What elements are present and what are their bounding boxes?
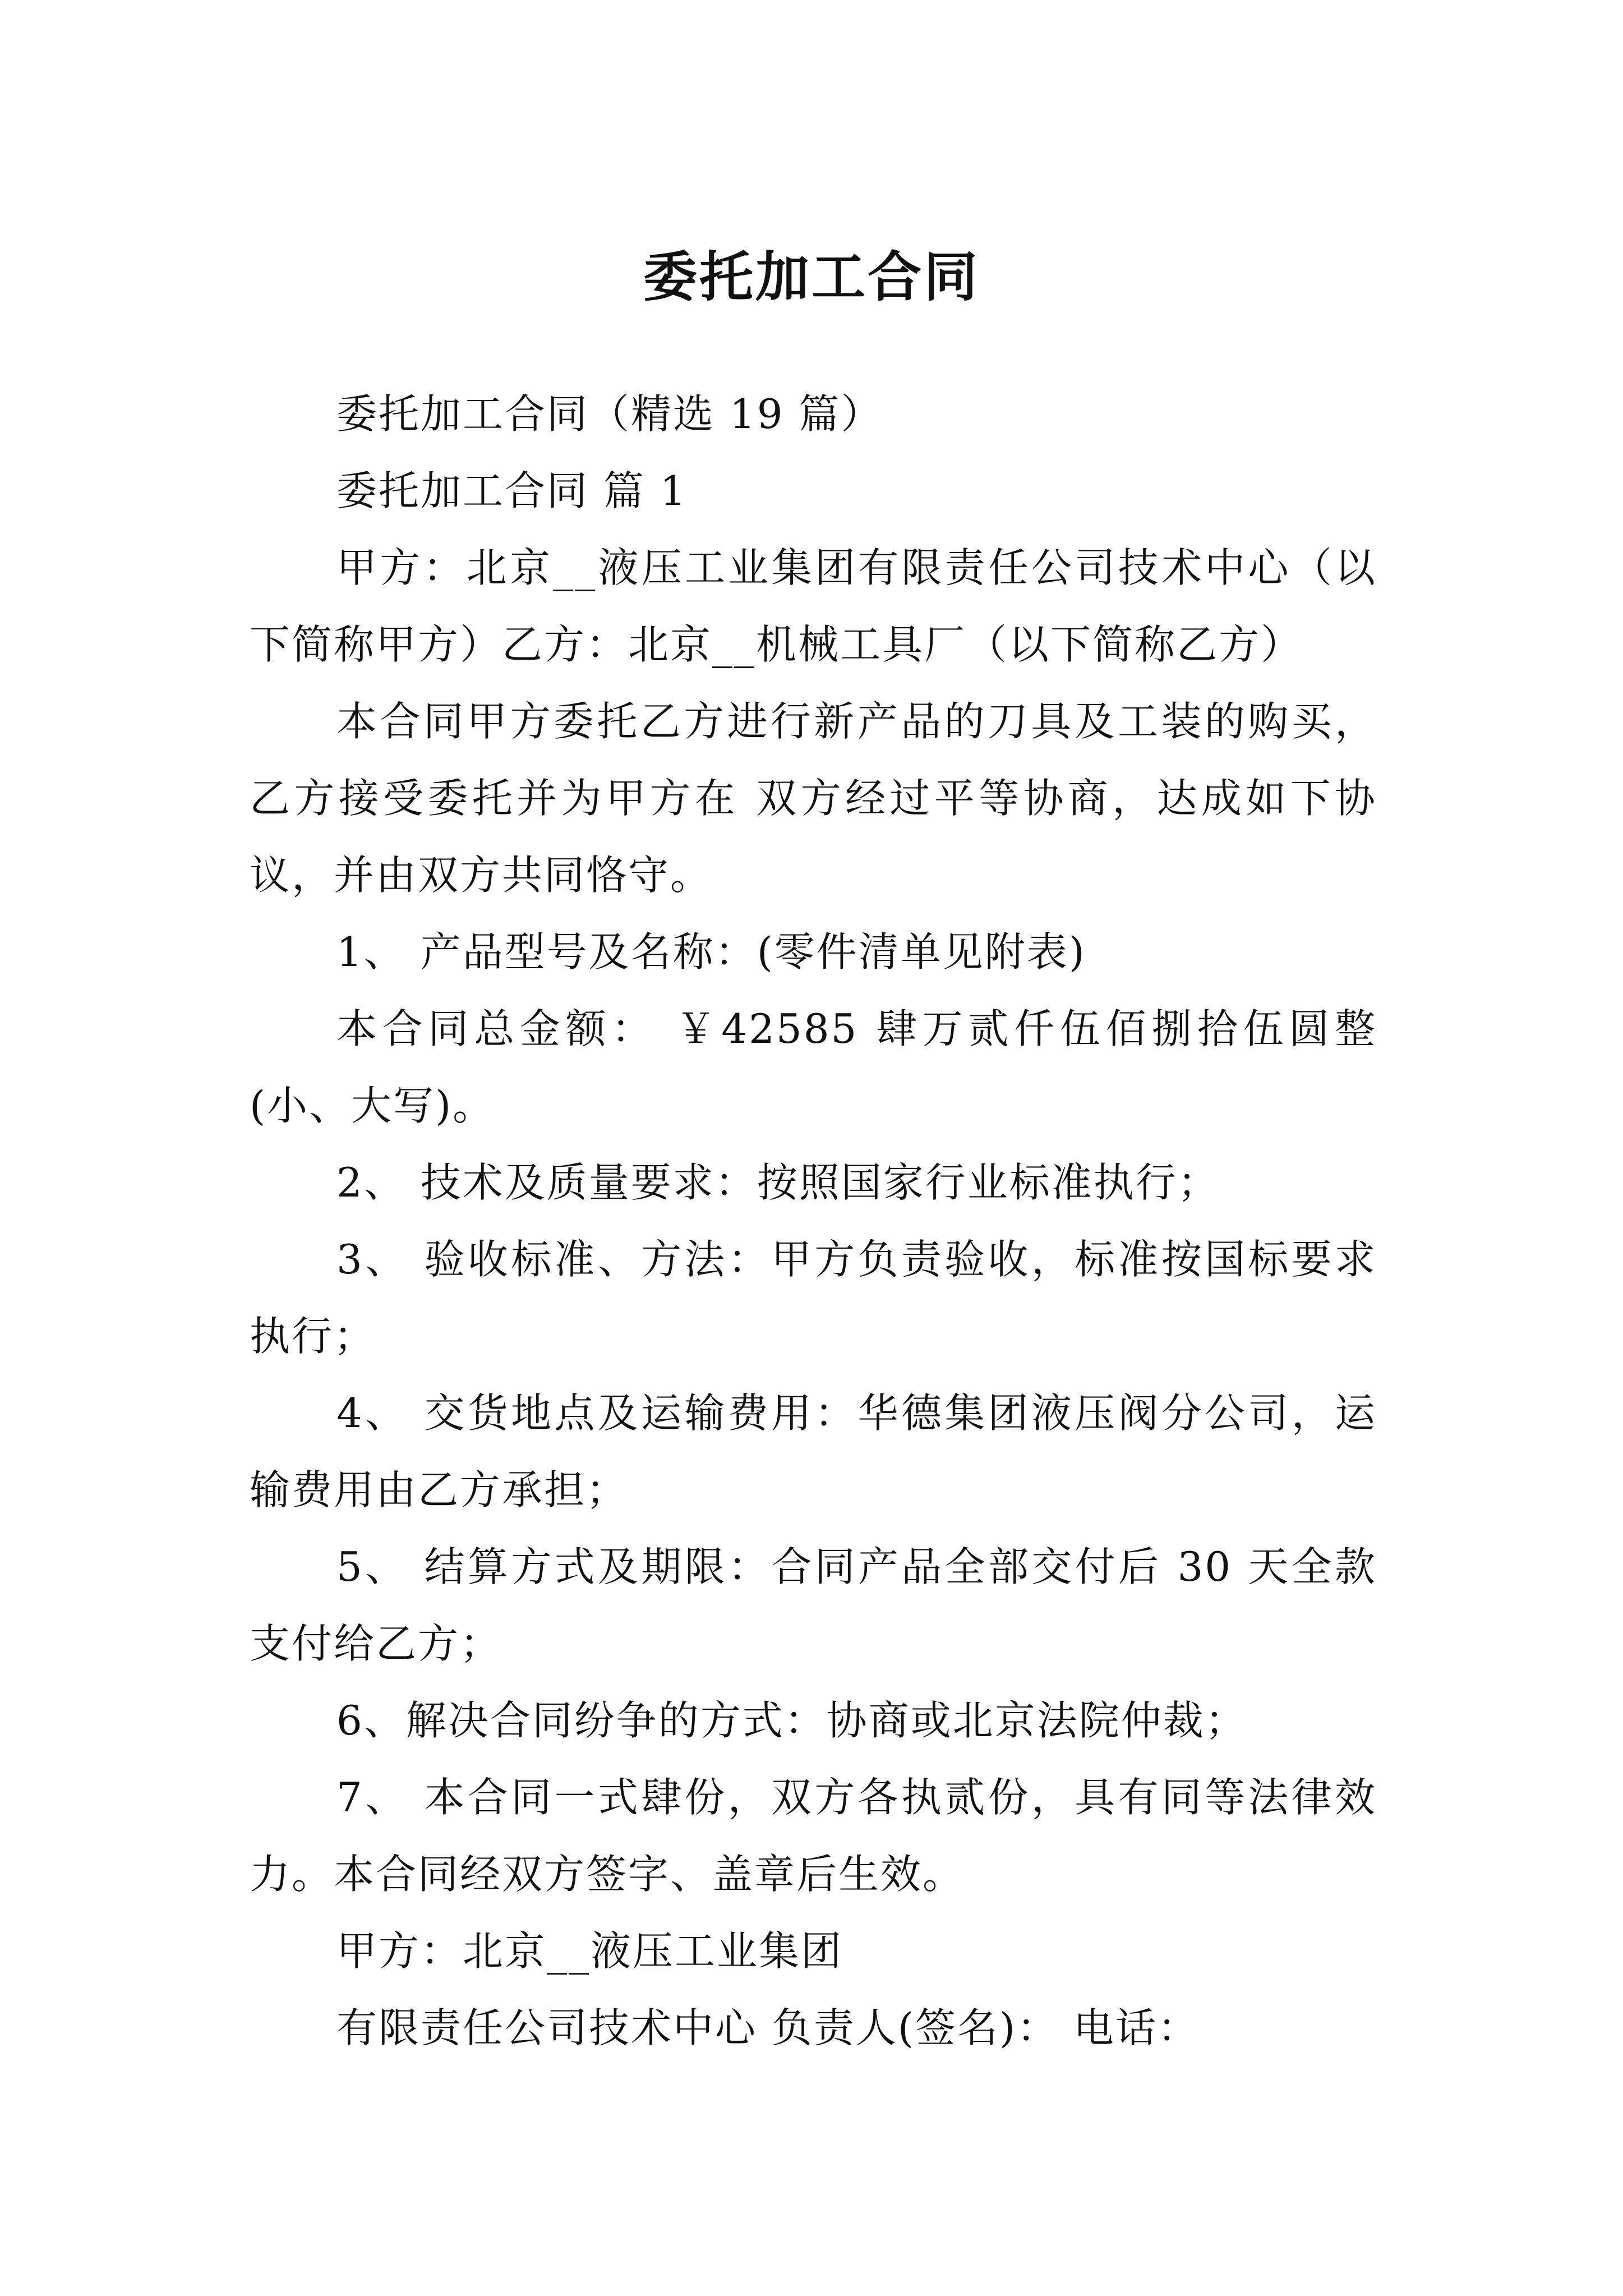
party-a-contact-line: 有限责任公司技术中心 负责人(签名)： 电话：	[336, 2004, 1200, 2051]
clause-7: 7、 本合同一式肆份，双方各执贰份，具有同等法律效力。本合同经双方签字、盖章后生效。	[250, 1774, 1377, 1898]
clause-5: 5、 结算方式及期限：合同产品全部交付后 30 天全款支付给乙方；	[250, 1543, 1377, 1667]
clause-3: 3、 验收标准、方法：甲方负责验收，标准按国标要求执行；	[250, 1236, 1377, 1360]
clause-2: 2、 技术及质量要求：按照国家行业标准执行；	[336, 1159, 1220, 1206]
party-a-signature-line: 甲方：北京__液压工业集团	[336, 1927, 843, 1975]
clause-6: 6、解决合同纷争的方式：协商或北京法院仲裁；	[336, 1697, 1247, 1744]
total-amount: 本合同总金额： ￥42585 肆万贰仟伍佰捌拾伍圆整(小、大写)。	[250, 1005, 1377, 1129]
clause-4: 4、 交货地点及运输费用：华德集团液压阀分公司，运输费用由乙方承担；	[250, 1389, 1377, 1513]
intro-paragraph: 本合同甲方委托乙方进行新产品的刀具及工装的购买，乙方接受委托并为甲方在 双方经过平等协商，达成如下协议，并由双方共同恪守。	[250, 698, 1377, 899]
subtitle-collection: 委托加工合同（精选 19 篇）	[336, 390, 883, 438]
page-title: 委托加工合同	[643, 245, 980, 309]
clause-1: 1、 产品型号及名称：(零件清单见附表)	[336, 928, 1086, 976]
article-heading: 委托加工合同 篇 1	[336, 467, 688, 514]
document-body	[250, 376, 1377, 2067]
parties-paragraph: 甲方：北京__液压工业集团有限责任公司技术中心（以下简称甲方）乙方：北京__机械工具厂（以下简称乙方）	[250, 544, 1377, 668]
